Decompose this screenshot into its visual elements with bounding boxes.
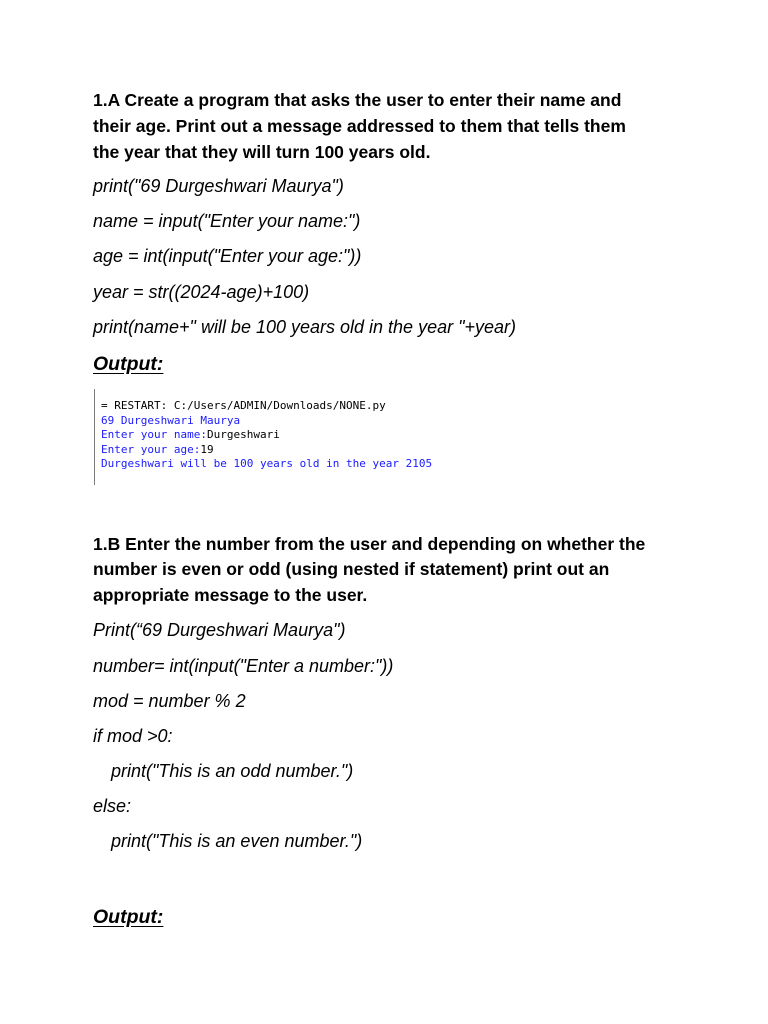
console-restart-path: C:/Users/ADMIN/Downloads/NONE.py [173, 399, 386, 412]
section-b-code-line-6: else: [93, 796, 132, 816]
console-author-line: 69 Durgeshwari Maurya [101, 414, 241, 427]
section-a-code-line-5: print(name+" will be 100 years old in the year "+year) [93, 317, 516, 337]
section-b-code-line-4: if mod >0: [93, 726, 173, 746]
section-b-code-line-5: print("This is an odd number.") [111, 761, 354, 781]
console-age-prompt: Enter your age: [101, 443, 201, 456]
section-a-heading-line-1: 1.A Create a program that asks the user to enter their name and [93, 90, 622, 110]
section-b-heading-line-2: number is even or odd (using nested if statement) print out an [93, 559, 610, 579]
section-b-code-line-1: Print(“69 Durgeshwari Maurya") [93, 620, 346, 640]
console-name-line [101, 428, 280, 442]
section-b-code-line-7: print("This is an even number.") [111, 831, 363, 851]
console-age-line [101, 443, 214, 457]
section-b-code-line-2: number= int(input("Enter a number:")) [93, 656, 394, 676]
section-a-heading-line-2: their age. Print out a message addressed to them that tells them [93, 116, 626, 136]
console-result-line: Durgeshwari will be 100 years old in the year 2105 [101, 457, 433, 470]
console-age-value: 19 [200, 443, 214, 456]
section-b-heading-line-1: 1.B Enter the number from the user and depending on whether the [93, 534, 646, 554]
section-a-heading-line-3: the year that they will turn 100 years old. [93, 142, 431, 162]
console-restart-line [101, 399, 386, 413]
console-restart-prefix: = RESTART: [101, 399, 174, 412]
section-b-output-label: Output: [93, 906, 164, 928]
console-name-value: Durgeshwari [206, 428, 280, 441]
section-b-code-line-3: mod = number % 2 [93, 691, 246, 711]
section-a-code-line-1: print("69 Durgeshwari Maurya") [93, 176, 344, 196]
section-b-heading-line-3: appropriate message to the user. [93, 585, 368, 605]
console-output-screenshot [94, 389, 515, 485]
section-a-code-line-4: year = str((2024-age)+100) [93, 282, 310, 302]
section-a-output-label: Output: [93, 353, 164, 375]
console-name-prompt: Enter your name: [101, 428, 207, 441]
section-a-code-line-3: age = int(input("Enter your age:")) [93, 246, 362, 266]
section-a-code-line-2: name = input("Enter your name:") [93, 211, 361, 231]
